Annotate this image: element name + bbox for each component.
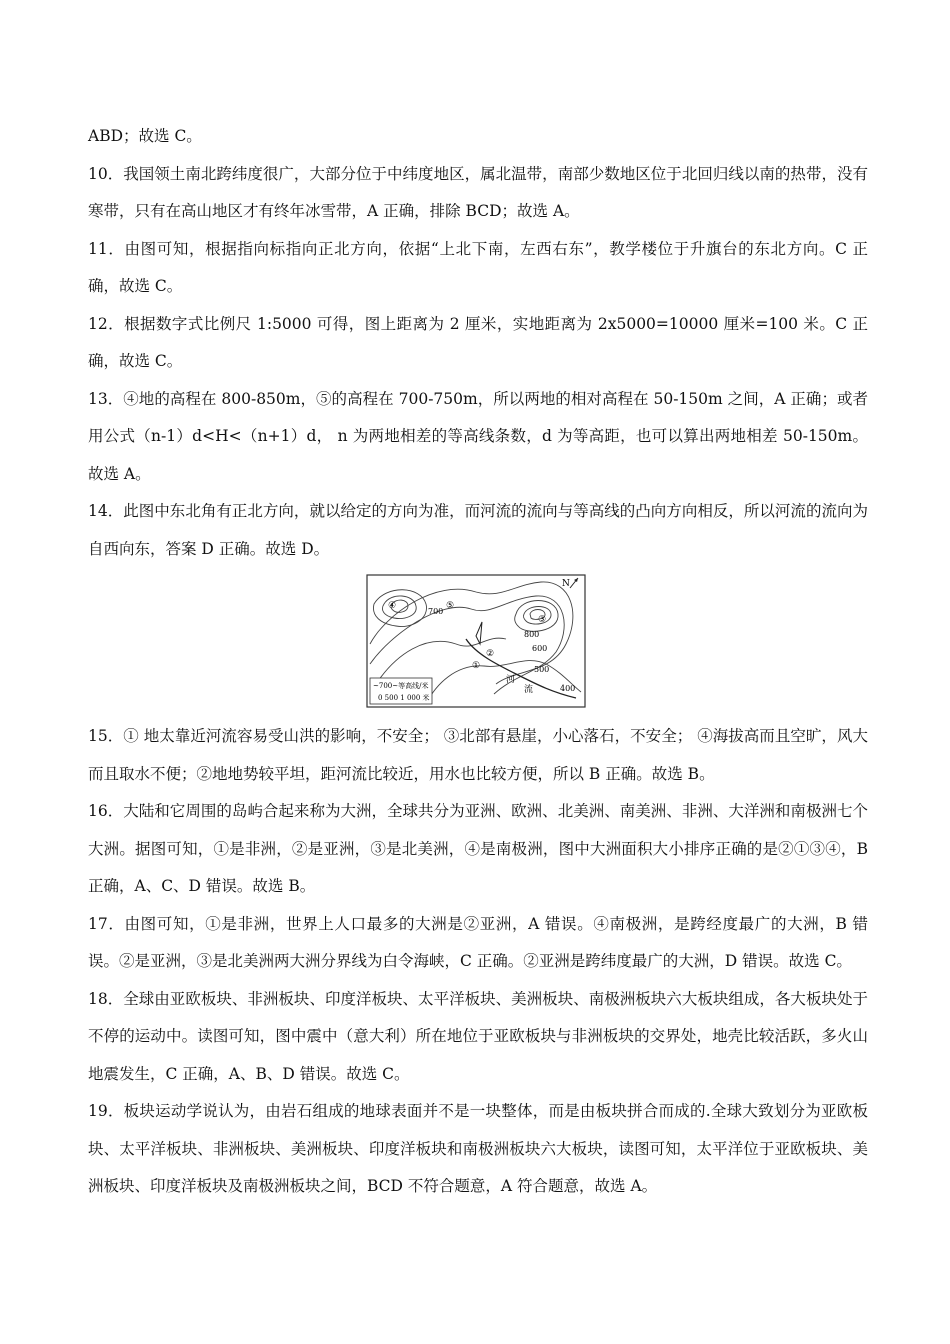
point-label-2: ② (486, 649, 495, 659)
answer-document (88, 118, 868, 1206)
point-label-1: ① (472, 661, 481, 671)
point-label-5: ⑤ (446, 601, 455, 611)
cliff-mark (476, 622, 482, 644)
contour-label-400: 400 (560, 684, 576, 693)
answer-17: 17．由图可知，①是非洲，世界上人口最多的大洲是②亚洲，A 错误。④南极洲，是跨经度最广的大洲，B 错误。②是亚洲，③是北美洲两大洲分界线为白令海峡，C 正确。②亚洲是跨纬度最广的大洲，D 错误。故选 C。 (88, 914, 868, 970)
contour-label-500: 500 (534, 665, 550, 674)
answer-9-tail: ABD；故选 C。 (88, 127, 202, 145)
answer-12: 12．根据数字式比例尺 1:5000 可得，图上距离为 2 厘米，实地距离为 2x5000=10000 厘米=100 米。C 正确，故选 C。 (88, 314, 868, 370)
answer-15: 15．① 地太靠近河流容易受山洪的影响，不安全； ③北部有悬崖，小心落石，不安全； ④海拔高而且空旷，风大而且取水不便；②地地势较平坦，距河流比较近，用水也比较方便，所以 B 正确。故选 B。 (88, 727, 868, 783)
answer-19: 19．板块运动学说认为，由岩石组成的地球表面并不是一块整体，而是由板块拼合而成的.全球大致划分为亚欧板块、太平洋板块、非洲板块、美洲板块、印度洋板块和南极洲板块六大板块，读图可知，太平洋位于亚欧板块、美洲板块、印度洋板块及南极洲板块之间，BCD 不符合题意，A 符合题意，故选 A。 (88, 1102, 868, 1195)
contour-map-figure (366, 574, 586, 708)
answer-16: 16．大陆和它周围的岛屿合起来称为大洲，全球共分为亚洲、欧洲、北美洲、南美洲、非洲、大洋洲和南极洲七个大洲。据图可知，①是非洲，②是亚洲，③是北美洲，④是南极洲，图中大洲面积大小排序正确的是②①③④，B 正确，A、C、D 错误。故选 B。 (88, 802, 868, 895)
legend-scale: 0 500 1 000 米 (378, 694, 430, 702)
north-label: N (562, 579, 570, 589)
north-arrow-icon (570, 578, 578, 588)
answer-18: 18．全球由亚欧板块、非洲板块、印度洋板块、太平洋板块、美洲板块、南极洲板块六大板块组成，各大板块处于不停的运动中。读图可知，图中震中（意大利）所在地位于亚欧板块与非洲板块的交界处，地壳比较活跃，多火山地震发生，C 正确，A、B、D 错误。故选 C。 (88, 989, 868, 1083)
river-label: 河 (506, 675, 516, 685)
contour-label-600: 600 (532, 644, 548, 653)
point-label-4: ④ (388, 601, 397, 611)
answer-10: 10．我国领土南北跨纬度很广，大部分位于中纬度地区，属北温带，南部少数地区位于北回归线以南的热带，没有寒带，只有在高山地区才有终年冰雪带，A 正确，排除 BCD；故选 A。 (88, 164, 868, 220)
contour-label-800: 800 (524, 630, 540, 639)
answer-13: 13．④地的高程在 800-850m，⑤的高程在 700-750m，所以两地的相对高程在 50-150m 之间，A 正确；或者用公式（n-1）d<H<（n+1）d， n 为两地相差的等高线条数，d 为等高距，也可以算出两地相差 50-150m。故选 A。 (88, 389, 868, 483)
answer-14: 14．此图中东北角有正北方向，就以给定的方向为准，而河流的流向与等高线的凸向方向相反，所以河流的流向为自西向东，答案 D 正确。故选 D。 (88, 502, 868, 558)
legend-contour: ~700~等高线/米 (373, 682, 429, 690)
point-label-3: ③ (538, 615, 547, 625)
river-label-2: 流 (524, 685, 534, 695)
contour-label-700: 700 (428, 607, 444, 616)
answer-11: 11．由图可知，根据指向标指向正北方向，依据“上北下南，左西右东”，教学楼位于升旗台的东北方向。C 正确，故选 C。 (88, 239, 868, 295)
